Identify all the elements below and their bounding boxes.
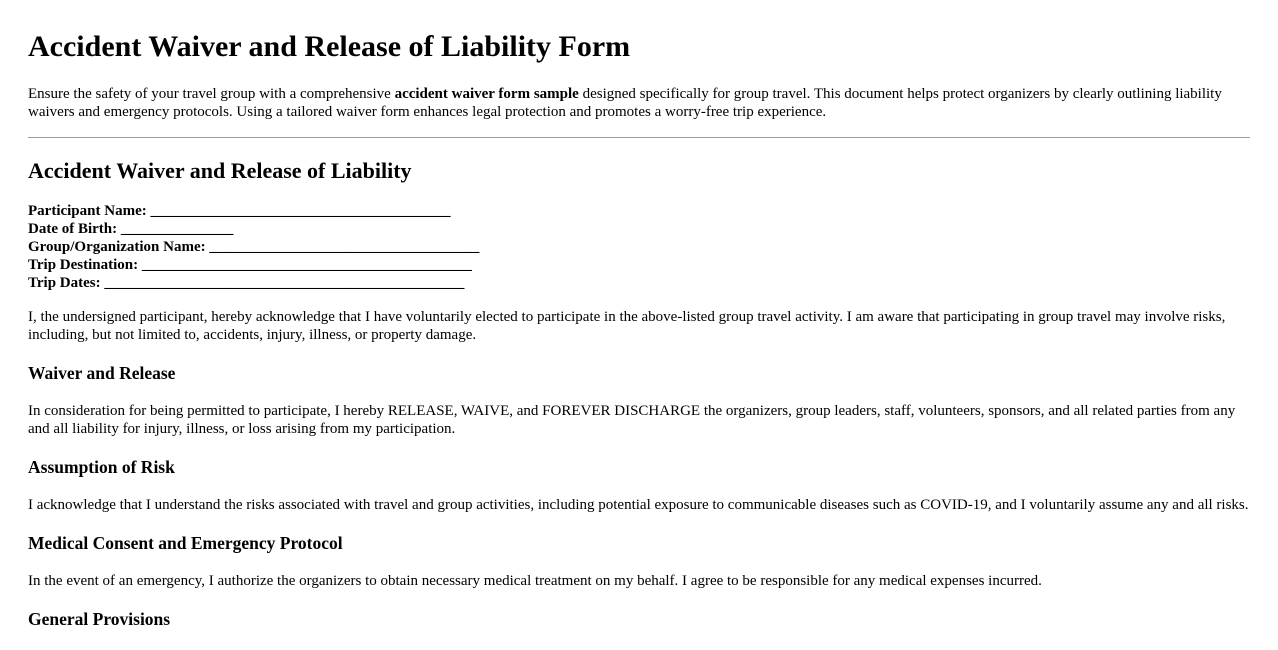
field-blank: ____________________________________________: [141, 257, 472, 273]
form-heading: Accident Waiver and Release of Liability: [28, 158, 412, 183]
section-heading-assumption-of-risk: Assumption of Risk: [28, 457, 175, 477]
section-text-medical-consent: In the event of an emergency, I authorize the organizers to obtain necessary medical treatment on my behalf. I agree to be responsible for any medical expenses incurred.: [28, 573, 1042, 589]
intro-text-after: designed specifically for group travel. This document helps protect organizers by clearly outlining liability waivers and emergency protocols. Using a tailored waiver form enhances legal protection and promotes a worry-free trip experience.: [28, 86, 1222, 120]
intro-paragraph: [28, 85, 1250, 121]
field-label: Date of Birth:: [28, 221, 118, 237]
field-blank: ________________________________________: [150, 203, 451, 219]
section-heading-waiver-and-release: Waiver and Release: [28, 363, 176, 383]
field-trip-dates: [28, 274, 1250, 292]
field-group-organization-name: [28, 238, 1250, 256]
intro-text-before: Ensure the safety of your travel group with a comprehensive: [28, 86, 395, 102]
intro-bold-keyword: accident waiver form sample: [394, 86, 579, 102]
divider: [28, 137, 1250, 138]
field-blank: _______________: [120, 221, 234, 237]
field-label: Participant Name:: [28, 203, 147, 219]
field-blank: ____________________________________: [209, 239, 480, 255]
page-title: Accident Waiver and Release of Liability Form: [28, 30, 631, 63]
section-text-assumption-of-risk: I acknowledge that I understand the risks associated with travel and group activities, including potential exposure to communicable diseases such as COVID-19, and I voluntarily assume any and all risks.: [28, 497, 1249, 513]
field-participant-name: [28, 202, 1250, 220]
acknowledgement-paragraph: I, the undersigned participant, hereby acknowledge that I have voluntarily elected to participate in the above-listed group travel activity. I am aware that participating in group travel may involve risks, including, but not limited to, accidents, injury, illness, or property damage.: [28, 309, 1226, 343]
field-label: Trip Destination:: [28, 257, 139, 273]
form-fields: [28, 202, 1250, 292]
field-date-of-birth: [28, 220, 1250, 238]
field-label: Trip Dates:: [28, 275, 101, 291]
section-heading-general-provisions: General Provisions: [28, 609, 171, 629]
field-blank: ________________________________________________: [104, 275, 465, 291]
section-heading-medical-consent: Medical Consent and Emergency Protocol: [28, 533, 343, 553]
field-trip-destination: [28, 256, 1250, 274]
section-text-waiver-and-release: In consideration for being permitted to participate, I hereby RELEASE, WAIVE, and FOREVER DISCHARGE the organizers, group leaders, staff, volunteers, sponsors, and all related parties from any and all liability for injury, illness, or loss arising from my participation.: [28, 403, 1236, 437]
field-label: Group/Organization Name:: [28, 239, 206, 255]
